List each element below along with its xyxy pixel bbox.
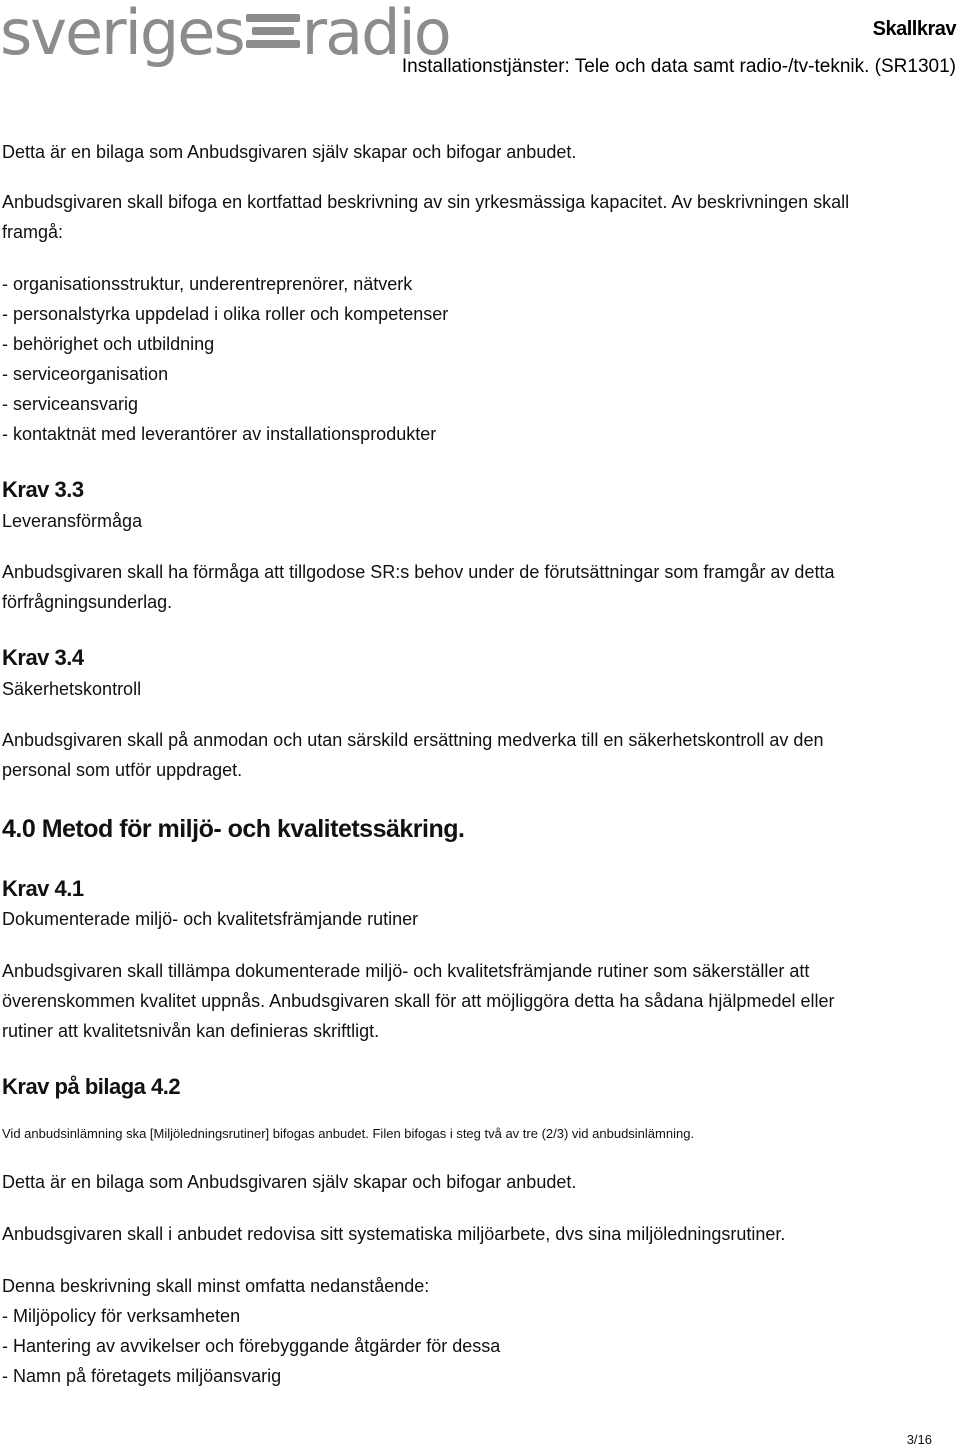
list-item: - serviceansvarig bbox=[2, 394, 139, 414]
krav-3-3-subheading: Leveransförmåga bbox=[2, 511, 143, 531]
bilaga-4-2-paragraph-1: Detta är en bilaga som Anbudsgivaren själv skapar och bifogar anbudet. bbox=[2, 1172, 577, 1192]
krav-4-1-subheading: Dokumenterade miljö- och kvalitetsfrämjande rutiner bbox=[2, 909, 419, 929]
list-item: - Hantering av avvikelser och förebyggande åtgärder för dessa bbox=[2, 1336, 501, 1356]
krav-4-1-text-line-1: Anbudsgivaren skall tillämpa dokumenterade miljö- och kvalitetsfrämjande rutiner som säkerställer att bbox=[2, 961, 810, 981]
intro-paragraph-2-line-1: Anbudsgivaren skall bifoga en kortfattad beskrivning av sin yrkesmässiga kapacitet. Av beskrivningen skall bbox=[2, 192, 850, 212]
page-header-title: Skallkrav bbox=[872, 18, 956, 40]
krav-4-1-text-line-2: överenskommen kvalitet uppnås. Anbudsgivaren skall för att möjliggöra detta ha sådana hjälpmedel eller bbox=[2, 991, 835, 1011]
krav-4-1-heading: Krav 4.1 bbox=[2, 876, 84, 901]
list-item: - Namn på företagets miljöansvarig bbox=[2, 1366, 282, 1386]
intro-paragraph-2-line-2: framgå: bbox=[2, 222, 64, 242]
list-item: - personalstyrka uppdelad i olika roller och kompetenser bbox=[2, 304, 449, 324]
bilaga-4-2-paragraph-3: Denna beskrivning skall minst omfatta nedanstående: bbox=[2, 1276, 430, 1296]
krav-3-4-subheading: Säkerhetskontroll bbox=[2, 679, 142, 699]
bilaga-4-2-paragraph-2: Anbudsgivaren skall i anbudet redovisa sitt systematiska miljöarbete, dvs sina miljöledningsrutiner. bbox=[2, 1224, 786, 1244]
page-header-subtitle: Installationstjänster: Tele och data samt radio-/tv-teknik. (SR1301) bbox=[401, 56, 956, 77]
bilaga-4-2-submission-note: Vid anbudsinlämning ska [Miljöledningsrutiner] bifogas anbudet. Filen bifogas i steg två av tre (2/3) vid anbudsinlämning. bbox=[2, 1126, 695, 1141]
krav-4-1-text-line-3: rutiner att kvalitetsnivån kan definieras skriftligt. bbox=[2, 1021, 380, 1041]
list-item: - kontaktnät med leverantörer av installationsprodukter bbox=[2, 424, 437, 444]
krav-3-3-text-line-1: Anbudsgivaren skall ha förmåga att tillgodose SR:s behov under de förutsättningar som framgår av detta bbox=[2, 562, 835, 582]
intro-paragraph-1: Detta är en bilaga som Anbudsgivaren själv skapar och bifogar anbudet. bbox=[2, 142, 577, 162]
krav-3-4-text-line-2: personal som utför uppdraget. bbox=[2, 760, 243, 780]
list-item: - organisationsstruktur, underentreprenörer, nätverk bbox=[2, 274, 413, 294]
krav-3-4-heading: Krav 3.4 bbox=[2, 645, 84, 670]
radio-waves-icon bbox=[242, 12, 304, 50]
sveriges-radio-logo: sveriges radio bbox=[0, 0, 450, 69]
page-number: 3/16 bbox=[906, 1432, 932, 1447]
krav-3-4-text-line-1: Anbudsgivaren skall på anmodan och utan särskild ersättning medverka till en säkerhetskontroll av den bbox=[2, 730, 824, 750]
list-item: - serviceorganisation bbox=[2, 364, 169, 384]
bilaga-4-2-heading: Krav på bilaga 4.2 bbox=[2, 1074, 181, 1099]
krav-3-3-text-line-2: förfrågningsunderlag. bbox=[2, 592, 173, 612]
section-4-heading: 4.0 Metod för miljö- och kvalitetssäkring. bbox=[2, 815, 465, 843]
krav-3-3-heading: Krav 3.3 bbox=[2, 477, 84, 502]
list-item: - Miljöpolicy för verksamheten bbox=[2, 1306, 241, 1326]
list-item: - behörighet och utbildning bbox=[2, 334, 215, 354]
